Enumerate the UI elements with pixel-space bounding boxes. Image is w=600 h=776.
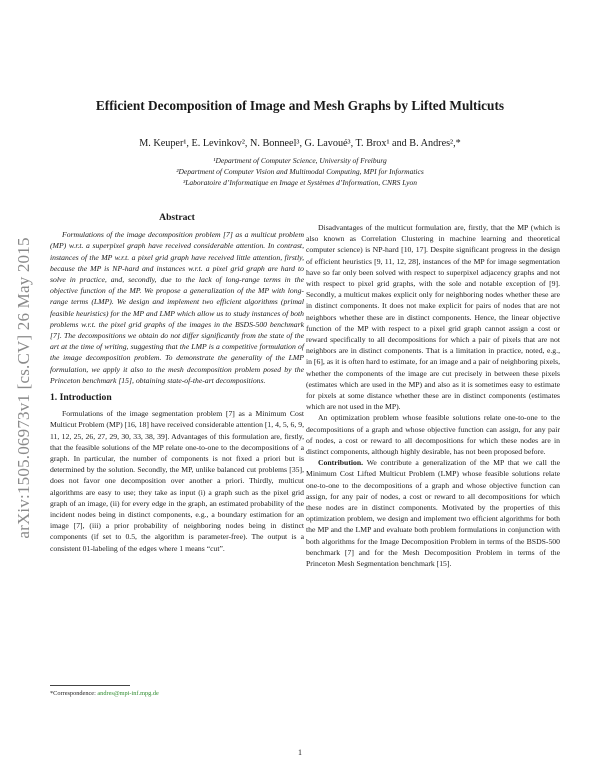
correspondence-footnote [50, 690, 304, 697]
footnote-label: *Correspondence: [50, 690, 96, 697]
footnote-divider [50, 685, 130, 686]
introduction-heading: 1. Introduction [50, 392, 112, 404]
contribution-paragraph [306, 457, 560, 569]
affiliation-mpi: ²Department of Computer Vision and Multimodal Computing, MPI for Informatics [176, 167, 424, 176]
affiliation-freiburg: ¹Department of Computer Science, University of Freiburg [213, 156, 387, 165]
abstract-text: Formulations of the image decomposition problem [7] as a multicut problem (MP) w.r.t. a superpixel graph have received considerable attention. In contrast, instances of the MP w.r.t. a pixel grid graph have received little attention, firstly, because the MP is NP-hard and instances w.r.t. a pixel grid graph are hard to solve in practice, and, secondly, due to the lack of long-range terms in the objective function of the MP. We propose a generalization of the MP with long-range terms (LMP). We design and implement two efficient algorithms (primal feasible heuristics) for the MP and LMP which allow us to study instances of both problems w.r.t. the pixel grid graphs of the images in the BSDS-500 benchmark [7]. The decompositions we obtain do not differ significantly from the state of the art at the time of writing, suggesting that the LMP is a competitive formulation of the image decomposition problem. To demonstrate the generality of the LMP formulation, we apply it also to the mesh decomposition problem posed by the Princeton benchmark [15], obtaining state-of-the-art decompositions. [50, 230, 304, 385]
page-number: 1 [298, 748, 302, 757]
contribution-label: Contribution. [318, 458, 364, 468]
affiliations [40, 155, 560, 188]
right-column [306, 222, 560, 569]
optimization-paragraph: An optimization problem whose feasible solutions relate one-to-one to the decompositions of a graph and whose objective function can assign, for any pair of nodes, a cost or reward to all decompositions for which these nodes are in distinct components, although highly desirable, has not been proposed before. [306, 413, 560, 457]
abstract-heading: Abstract [159, 212, 195, 223]
introduction-paragraph: Formulations of the image segmentation problem [7] as a Minimum Cost Multicut Problem (MP) [16, 18] have received considerable attention [1, 4, 5, 6, 9, 11, 12, 25, 26, 27, 29, 30, 33, 38, 39]. Advantages of this formulation are, firstly, that the feasible solutions of the MP relate one-to-one to the decompositions of a graph. In particular, the number of components is not fixed a priori but is determined by the solution. Secondly, the MP, unlike balanced cut problems [35], does not favor one decomposition over another a priori. Thirdly, multicut algorithms are easy to use; they take as input (i) a graph such as the pixel grid graph of an image, (ii) for every edge in the graph, an estimated probability of the incident nodes being in distinct components, e.g., a boundary estimation for an image [7], (iii) a prior probability of neighboring nodes being in distinct components (if set to 0.5, the algorithm is parameter-free). The output is a consistent 01-labeling of the edges where 1 means “cut”. [50, 409, 304, 553]
author-list: M. Keuper¹, E. Levinkov², N. Bonneel³, G. Lavoué³, T. Brox¹ and B. Andres²,* [139, 138, 461, 149]
paper-title: Efficient Decomposition of Image and Mesh Graphs by Lifted Multicuts [95, 98, 505, 113]
contribution-text: We contribute a generalization of the MP that we call the Minimum Cost Lifted Multicut Problem (LMP) whose feasible solutions relate one-to-one to the decompositions of a graph and whose objective function can assign, for any pair of nodes, a cost or reward to all decompositions for which these nodes are in distinct components. Motivated by the properties of this optimization problem, we design and implement two efficient algorithms for both the MP and the LMP and evaluate both problem formulations in conjunction with both algorithms for the Image Decomposition Problem in terms of the BSDS-500 benchmark [7] and for the Mesh Decomposition Problem in terms of the Princeton Mesh Segmentation benchmark [15]. [306, 458, 560, 569]
arxiv-identifier [12, 205, 36, 571]
arxiv-identifier-text: arXiv:1505.06973v1 [cs.CV] 26 May 2015 [14, 237, 33, 539]
left-column [50, 212, 304, 554]
footnote-email-link[interactable]: andres@mpi-inf.mpg.de [97, 690, 159, 697]
disadvantages-paragraph: Disadvantages of the multicut formulation are, firstly, that the MP (which is also known as Correlation Clustering in machine learning and theoretical computer science) is NP-hard [10, 17]. Despite significant progress in the design of efficient heuristics [9, 11, 12, 28], instances of the MP for image segmentation have so far only been solved with respect to superpixel adjacency graphs and not with respect to pixel grid graphs, with the sole and notable exception of [9]. Secondly, a multicut makes explicit only for neighboring nodes whether these are in distinct components. It does not make explicit for pairs of nodes that are not neighbors whether these are in distinct components. Hence, the linear objective function of the MP with respect to a pixel grid graph cannot assign a cost or reward specifically to all decompositions for which a pair of pixels that are not neighbors are in distinct components. That is a limitation in practice, noted, e.g., in [6], as it is often hard to estimate, for an image and a pair of neighboring pixels, whether the components of the image are cut precisely in between these pixels (estimates which are used in the MP) and also as it is sometimes easy to estimate for pixels at some distance whether these are in distinct components (estimates which are not used in the MP). [306, 223, 560, 412]
affiliation-lyon: ³Laboratoire d’Informatique en Image et Systèmes d’Information, CNRS Lyon [182, 178, 417, 187]
